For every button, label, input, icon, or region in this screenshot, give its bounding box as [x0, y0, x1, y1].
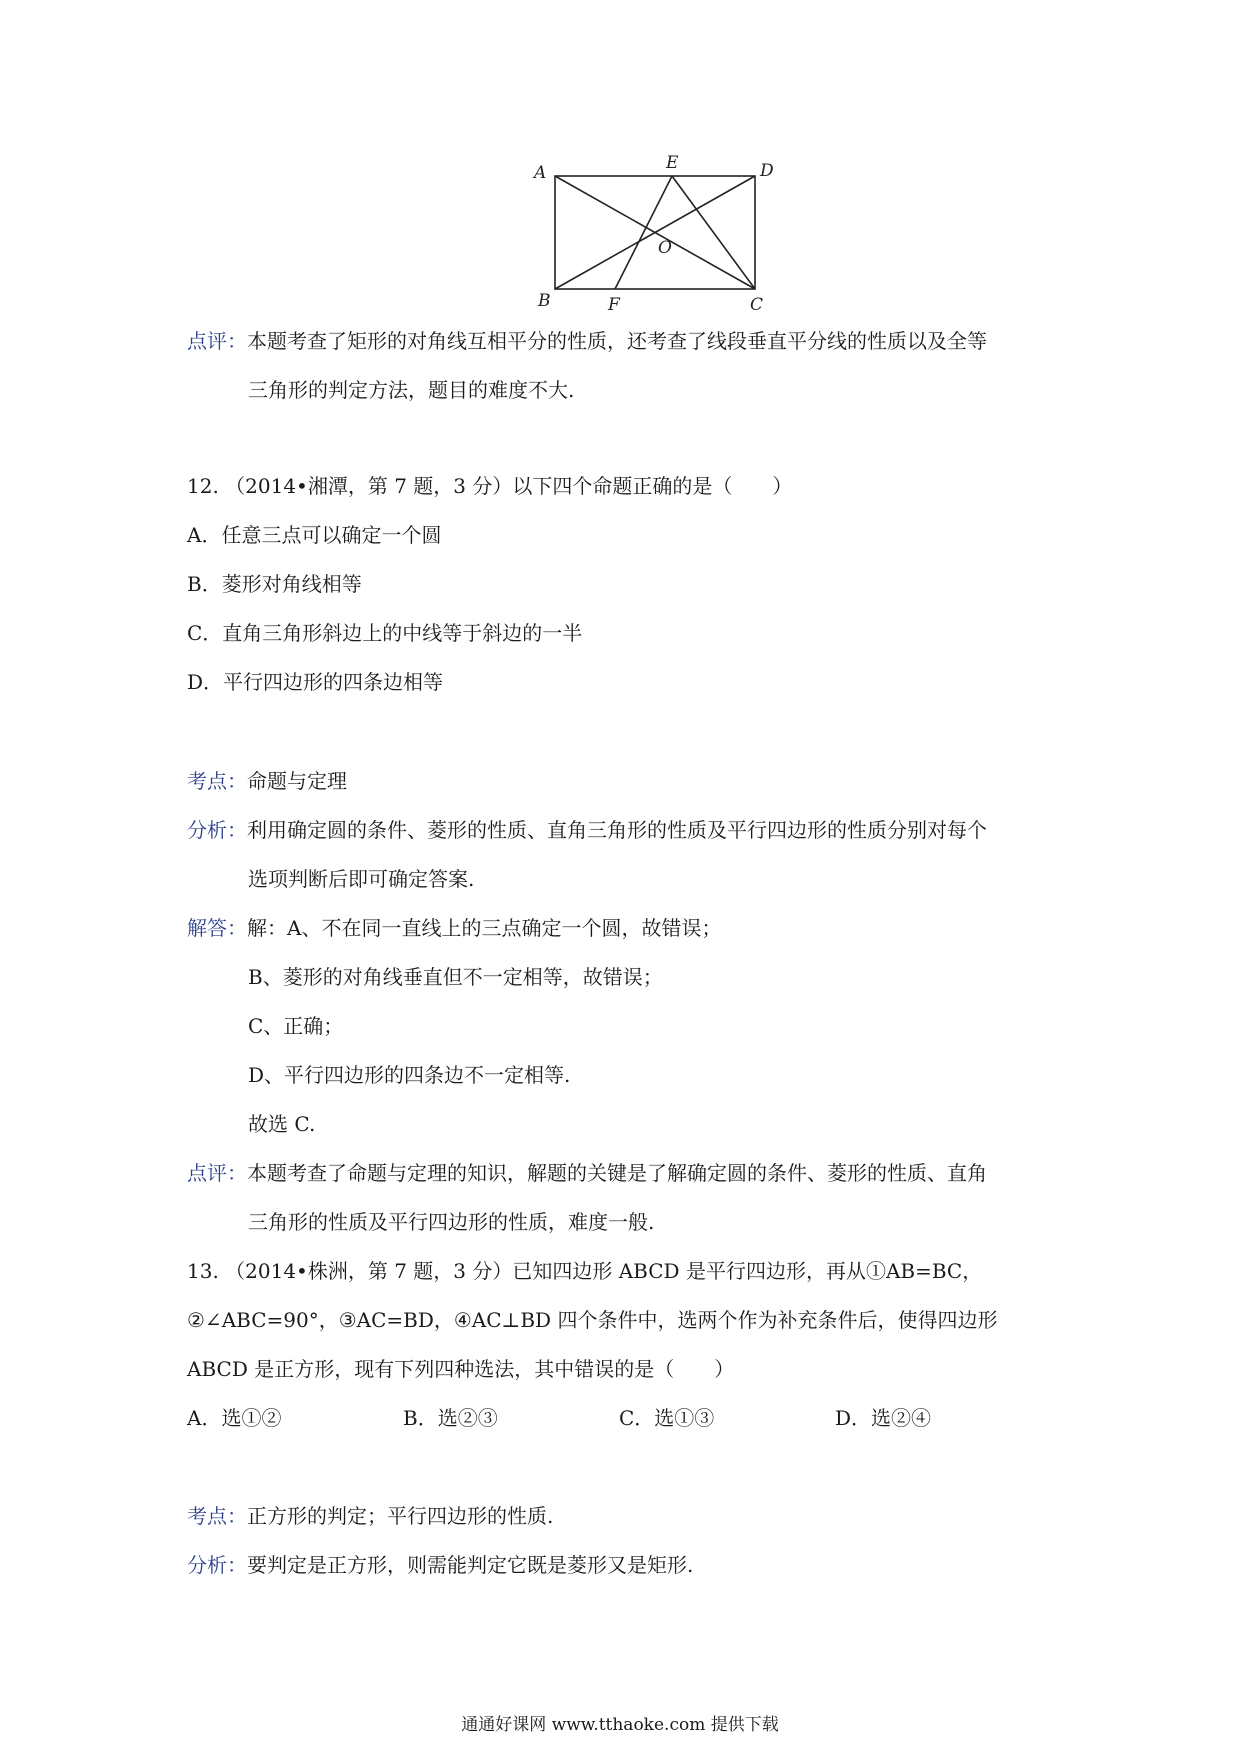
label-d: D [760, 161, 774, 181]
jieda-text: 解：A、不在同一直线上的三点确定一个圆，故错误； [247, 916, 722, 940]
q12-jieda-line1 [187, 915, 721, 941]
q12-option-c: C．直角三角形斜边上的中线等于斜边的一半 [187, 621, 583, 645]
label-c: C [750, 295, 764, 315]
kaodian-text: 正方形的判定；平行四边形的性质. [247, 1504, 554, 1528]
q12-kaodian [187, 768, 347, 794]
geometry-figure [520, 150, 790, 320]
q13-fenxi [187, 1552, 693, 1578]
q13-kaodian [187, 1503, 553, 1529]
q13-stem-line3: ABCD 是正方形，现有下列四种选法，其中错误的是（ ） [187, 1357, 735, 1381]
page-footer: 通通好课网 www.tthaoke.com 提供下载 [461, 1715, 779, 1735]
kaodian-text: 命题与定理 [247, 769, 347, 793]
label-a: A [534, 163, 547, 183]
q12-stem: 12. （2014•湘潭，第 7 题，3 分）以下四个命题正确的是（ ） [187, 474, 793, 498]
jieda-label: 解答： [187, 916, 247, 940]
q13-stem-line2: ②∠ABC=90°，③AC=BD，④AC⊥BD 四个条件中，选两个作为补充条件后，使得四边形 [187, 1308, 998, 1332]
segment-ec [672, 176, 755, 289]
q13-option-b: B．选②③ [403, 1406, 498, 1430]
q11-comment-line2: 三角形的判定方法，题目的难度不大. [248, 378, 575, 402]
rectangle-diagram [520, 150, 790, 320]
fenxi-text: 要判定是正方形，则需能判定它既是菱形又是矩形. [247, 1553, 694, 1577]
fenxi-label: 分析： [187, 818, 247, 842]
q12-jieda-line2: B、菱形的对角线垂直但不一定相等，故错误； [248, 965, 663, 989]
q12-jieda-line5: 故选 C. [248, 1112, 316, 1136]
dianping-label: 点评： [187, 1161, 247, 1185]
label-b: B [538, 291, 551, 311]
fenxi-text: 利用确定圆的条件、菱形的性质、直角三角形的性质及平行四边形的性质分别对每个 [247, 818, 987, 842]
q13-option-a: A．选①② [187, 1406, 282, 1430]
q12-jieda-line3: C、正确； [248, 1014, 344, 1038]
q13-stem-line1: 13. （2014•株洲，第 7 题，3 分）已知四边形 ABCD 是平行四边形，再从①AB=BC， [187, 1259, 983, 1283]
fenxi-label: 分析： [187, 1553, 247, 1577]
q12-option-d: D．平行四边形的四条边相等 [187, 670, 444, 694]
comment-text: 本题考查了矩形的对角线互相平分的性质，还考查了线段垂直平分线的性质以及全等 [247, 329, 987, 353]
q11-comment-line1 [187, 328, 987, 354]
q12-fenxi-line1 [187, 817, 987, 843]
kaodian-label: 考点： [187, 1504, 247, 1528]
q12-option-a: A．任意三点可以确定一个圆 [187, 523, 442, 547]
q12-jieda-line4: D、平行四边形的四条边不一定相等. [248, 1063, 571, 1087]
q13-option-c: C．选①③ [619, 1406, 715, 1430]
q13-option-d: D．选②④ [835, 1406, 932, 1430]
q12-dianping-line1 [187, 1160, 987, 1186]
segment-ef [615, 176, 672, 289]
kaodian-label: 考点： [187, 769, 247, 793]
dianping-text: 本题考查了命题与定理的知识，解题的关键是了解确定圆的条件、菱形的性质、直角 [247, 1161, 987, 1185]
label-f: F [608, 295, 620, 315]
label-o: O [658, 238, 672, 258]
q12-dianping-line2: 三角形的性质及平行四边形的性质，难度一般. [248, 1210, 655, 1234]
q12-fenxi-line2: 选项判断后即可确定答案. [248, 867, 475, 891]
q12-option-b: B．菱形对角线相等 [187, 572, 362, 596]
comment-label: 点评： [187, 329, 247, 353]
label-e: E [666, 153, 679, 173]
